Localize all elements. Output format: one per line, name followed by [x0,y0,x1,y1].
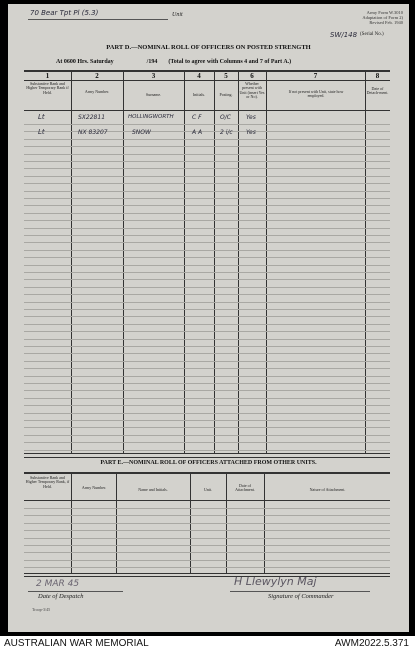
part-d-title: PART D.—NOMINAL ROLL OF OFFICERS ON POSTED STRENGTH [106,44,311,51]
row-rule [24,346,390,347]
col-header-present: Whether present with Unit (insert Yes or No). [239,81,265,100]
colnum-8: 8 [375,72,380,80]
row-rule [24,353,390,354]
row-rule [24,427,390,428]
row-rule [24,279,390,280]
col-header-initials: Initials. [192,92,206,97]
row-rule [24,220,390,221]
row-rule [24,176,390,177]
row-rule [24,442,390,443]
printer-note: Troop-3/45 [32,607,51,612]
row-rule [24,228,390,229]
row2-posting: 2 i/c [220,129,233,136]
row-rule [24,567,390,568]
despatch-label: Date of Despatch [38,593,84,600]
date-line-year: /194 [146,59,158,65]
row-rule [24,530,390,531]
unit-label: Unit [172,12,183,18]
row-rule [24,515,390,516]
e-header-unit: Unit. [203,487,213,492]
form-sheet [8,4,409,632]
part-e-top-border [24,472,390,474]
row-rule [24,168,390,169]
row-rule [24,508,390,509]
e-header-date: Date of Attachment. [235,483,255,493]
colnum-6: 6 [250,72,254,80]
row-rule [24,265,390,266]
row1-posting: O/C [220,114,231,121]
e-header-rank: Substantive Rank and Higher Temporary Rank, if Held. [25,475,70,489]
row2-rank: Lt [38,128,45,136]
form-ref-line3: Revised Feb. 1940 [369,20,403,25]
row1-present: Yes [246,114,256,121]
row-rule [24,376,390,377]
col-header-employed: If not present with Unit, state how employed. [288,89,344,99]
col-divider-5 [238,70,239,454]
col-divider-4 [214,70,215,454]
col-header-rank: Substantive Rank and Higher Temporary Rank if Held. [26,81,69,95]
row-rule [24,383,390,384]
row-rule [24,560,390,561]
e-header-nature: Nature of Attachment. [309,487,346,492]
commander-underline [230,591,370,592]
commander-label: Signature of Commander [268,593,334,600]
row-rule [24,316,390,317]
part-e-table [24,472,390,574]
serial-label: (Serial No.) [360,32,384,37]
form-ref-line2: Adaptation of Form 2) [362,15,403,20]
footer-institution: AUSTRALIAN WAR MEMORIAL [4,638,149,649]
part-e-title: PART E.—NOMINAL ROLL OF OFFICERS ATTACHED FROM OTHER UNITS. [100,460,317,466]
unit-handwritten: 70 Bear Tpt Pl (5.3) [30,9,99,17]
row1-surname: HOLLINGWORTH [128,114,174,120]
col-divider-7 [365,70,366,454]
colnum-3: 3 [151,72,156,80]
row-rule [24,309,390,310]
row-rule [24,124,390,125]
col-divider-2 [123,70,124,454]
row-rule [24,405,390,406]
row2-present: Yes [246,129,256,136]
colnum-4: 4 [197,72,201,80]
header-divider [24,110,390,111]
row-rule [24,287,390,288]
e-header-army-number: Army Number. [81,485,107,490]
colnum-1: 1 [45,72,50,80]
serial-handwritten: SW/148 [330,31,358,39]
row-rule [24,413,390,414]
row-rule [24,450,390,451]
row-rule [24,523,390,524]
part-d-date-line [56,59,291,65]
row-rule [24,435,390,436]
row2-initials: A A [192,129,203,136]
signature-top-rule [24,576,390,577]
form-reference [308,10,403,25]
row-rule [24,205,390,206]
col-header-posting: Posting. [219,92,233,97]
e-header-name: Name and Initials. [138,487,168,492]
row-rule [24,294,390,295]
row-rule [24,398,390,399]
row-rule [24,552,390,553]
row-rule [24,538,390,539]
despatch-date-handwritten: 2 MAR 45 [36,579,80,589]
date-line-note: (Total to agree with Columns 4 and 7 of Part A.) [168,59,292,65]
row-rule [24,139,390,140]
col-divider-3 [184,70,185,454]
row-rule [24,545,390,546]
row-rule [24,183,390,184]
col-header-detachment: Date of Detach-ment. [366,86,389,96]
row1-initials: C F [192,114,202,121]
colnum-7: 7 [313,72,318,80]
footer-accession: AWM2022.5.371 [334,638,409,649]
row-rule [24,146,390,147]
archive-footer [0,636,415,653]
row-rule [24,339,390,340]
part-e-header-divider [24,500,390,501]
row-rule [24,250,390,251]
colnum-divider [24,80,390,81]
row1-rank: Lt [38,113,45,121]
date-line-prefix: At 0600 Hrs. Saturday [56,59,114,65]
part-e-bottom-border [24,573,390,574]
unit-underline [28,19,168,20]
despatch-underline [28,591,123,592]
row-rule [24,324,390,325]
row-rule [24,257,390,258]
row2-number: NX 83207 [78,129,108,136]
row-rule [24,213,390,214]
row-rule [24,198,390,199]
row-rule [24,272,390,273]
colnum-2: 2 [95,72,99,80]
table-bottom-border [24,453,390,454]
row-rule [24,242,390,243]
part-d-table [24,70,390,454]
row-rule [24,191,390,192]
row-rule [24,390,390,391]
col-header-army-number: Army Number. [84,89,110,94]
part-e-top-rule [24,457,390,458]
col-divider-6 [266,70,267,454]
row1-number: SX22811 [78,114,106,121]
row-rule [24,302,390,303]
row2-surname: SNOW [132,129,151,136]
col-header-surname: Surname. [145,92,162,97]
row-rule [24,420,390,421]
row-rule [24,331,390,332]
row-rule [24,235,390,236]
row-rule [24,361,390,362]
row-rule [24,161,390,162]
col-divider-1 [71,70,72,454]
row-rule [24,368,390,369]
row-rule [24,154,390,155]
commander-signature: H Llewylyn Maj [234,575,317,588]
colnum-5: 5 [224,72,228,80]
form-ref-line1: Army Form W.3010 [366,10,403,15]
